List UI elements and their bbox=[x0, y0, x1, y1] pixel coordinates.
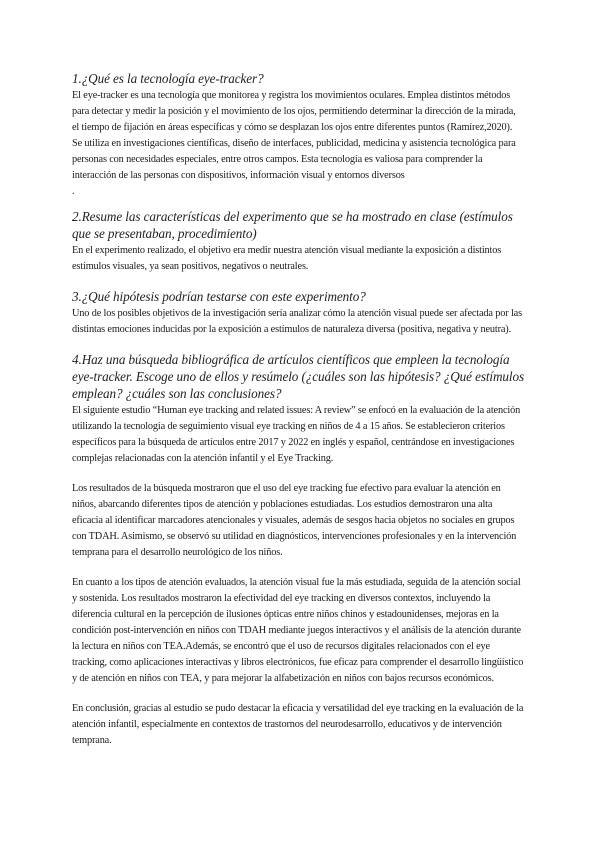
answer-2-paragraph: En el experimento realizado, el objetivo era medir nuestra atención visual mediante la exposición a distintos estímulos visuales, ya sean positivos, negativos o neutrales. bbox=[72, 245, 502, 272]
answer-4-paragraph-1: El siguiente estudio “Human eye tracking and related issues: A review” se enfocó en la evaluación de la atención utilizando la tecnología de seguimiento visual eye tracking en niños de 4 a 15 años. Se establecieron criterios específicos para la búsqueda de artículos entre 2017 y 2022 en inglés y español, centrándose en investigaciones complejas relacionadas con la atención infantil y el Eye Tracking. bbox=[72, 405, 521, 464]
question-3-heading: 3.¿Qué hipótesis podrían testarse con este experimento? bbox=[72, 289, 366, 304]
section-2 bbox=[72, 208, 524, 275]
answer-4-paragraph-3: En cuanto a los tipos de atención evaluados, la atención visual fue la más estudiada, seguida de la atención social y sostenida. Los resultados mostraron la efectividad del eye tracking en diversos contextos, incluyendo la diferencia cultural en la percepción de ilusiones ópticas entre niños chinos y estadounidenses, mejoras en la condición post-intervención en niños con TDAH mediante juegos interactivos y el análisis de la atención durante la lectura en niños con TEA.Además, se encontró que el uso de recursos digitales relacionados con el eye tracking, como aplicaciones interactivas y libros electrónicos, fue eficaz para comprender el desarrollo lingüístico y de atención en niños con TEA, y para mejorar la alfabetización en niños con bajos recursos económicos. bbox=[72, 577, 524, 684]
document-page bbox=[72, 70, 524, 749]
section-4 bbox=[72, 351, 524, 749]
question-1-heading: 1.¿Qué es la tecnología eye-tracker? bbox=[72, 71, 264, 86]
question-2-heading: 2.Resume las características del experimento que se ha mostrado en clase (estímulos que se presentaban, procedimiento) bbox=[72, 209, 513, 241]
answer-3-paragraph: Uno de los posibles objetivos de la investigación sería analizar cómo la atención visual puede ser afectada por las distintas emociones inducidas por la exposición a estímulos de naturaleza diversa (positiva, negativa y neutra). bbox=[72, 308, 522, 335]
answer-1-trailing-dot: . bbox=[72, 186, 75, 197]
question-4-heading: 4.Haz una búsqueda bibliográfica de artículos científicos que empleen la tecnología eye-tracker. Escoge uno de ellos y resúmelo (¿cuáles son las hipótesis? ¿Qué estímulos emplean? ¿cuáles son las conclusiones? bbox=[72, 352, 525, 401]
section-3 bbox=[72, 288, 524, 338]
answer-4-paragraph-2: Los resultados de la búsqueda mostraron que el uso del eye tracking fue efectivo para evaluar la atención en niños, abarcando diferentes tipos de atención y poblaciones estudiadas. Los estudios demostraron una alta eficacia al identificar marcadores atencionales y visuales, además de sesgos hacia objetos no sociales en grupos con TDAH. Asimismo, se observó su utilidad en diagnósticos, intervenciones profesionales y en la intervención temprana para el desarrollo neurológico de los niños. bbox=[72, 483, 517, 558]
answer-4-paragraph-4: En conclusión, gracias al estudio se pudo destacar la eficacia y versatilidad del eye tracking en la evaluación de la atención infantil, especialmente en contextos de trastornos del neurodesarrollo, educativos y de intervención temprana. bbox=[72, 703, 524, 746]
section-1 bbox=[72, 70, 524, 200]
answer-1-paragraph: El eye-tracker es una tecnología que monitorea y registra los movimientos oculares. Emplea distintos métodos para detectar y medir la posición y el movimiento de los ojos, permitiendo determinar la dirección de la mirada, el tiempo de fijación en áreas específicas y cómo se desplazan los ojos entre diferentes puntos (Ramírez,2020). Se utiliza en investigaciones científicas, diseño de interfaces, publicidad, medicina y asistencia tecnológica para personas con necesidades especiales, entre otros campos. Esta tecnología es valiosa para comprender la interacción de las personas con dispositivos, información visual y entornos diversos bbox=[72, 90, 516, 181]
